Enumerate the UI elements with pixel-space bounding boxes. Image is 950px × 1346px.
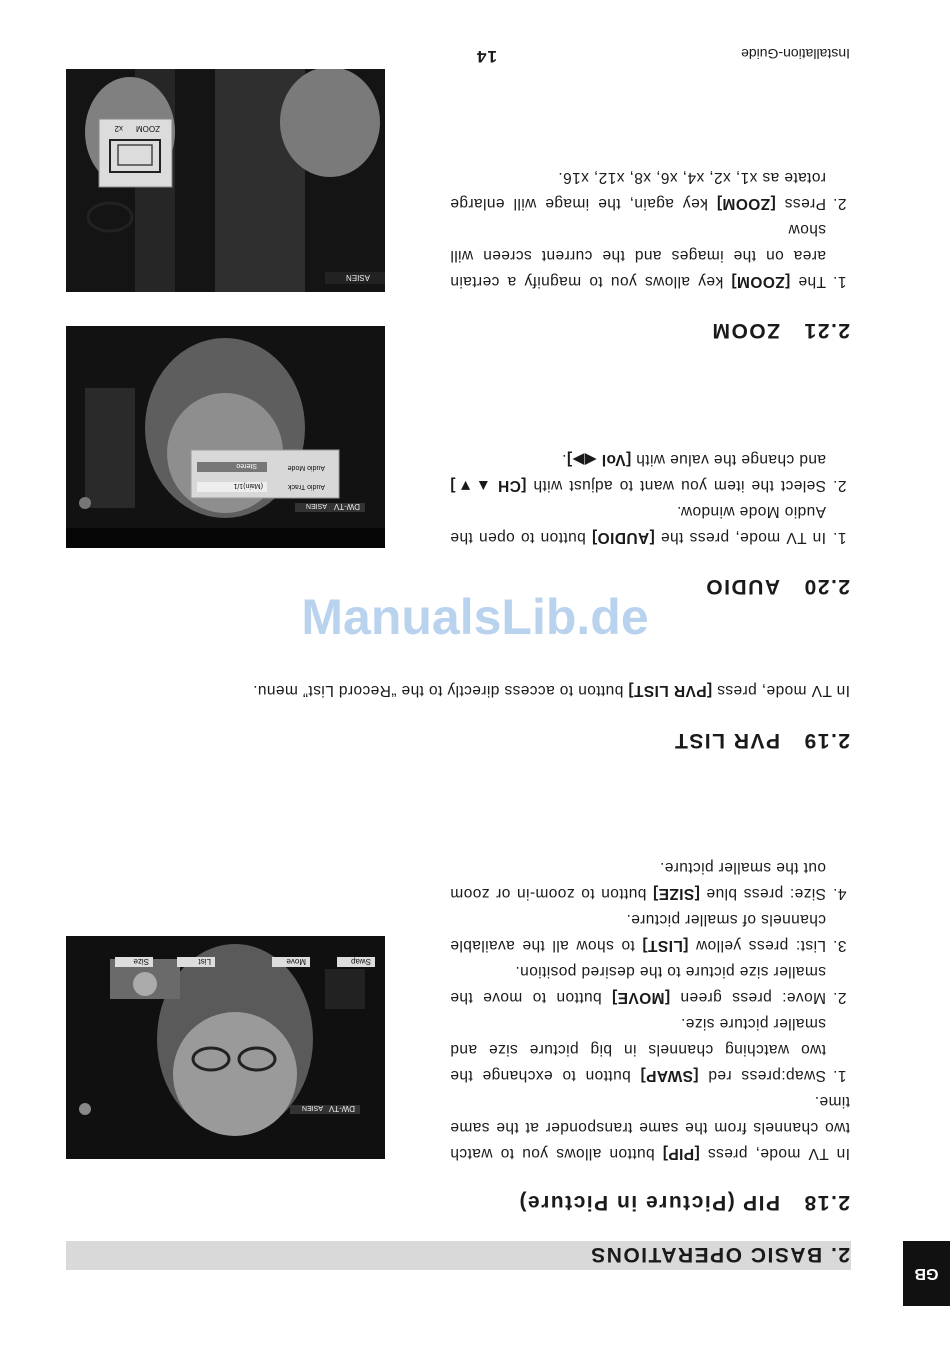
channel-logo-sub: ASIEN bbox=[301, 1104, 323, 1111]
pip-screenshot-art bbox=[66, 936, 385, 1159]
pip-body bbox=[450, 854, 850, 1166]
zoom-body bbox=[450, 164, 850, 294]
list-item: 2. Press [ZOOM] key again, the image will enlarge rotate as x1, x2, x4, x6, x8, x12, x16. bbox=[450, 164, 828, 216]
pip-screenshot bbox=[66, 936, 385, 1159]
list-item: 2. Move: press green [MOVE] button to move the smaller size picture to the desired position. bbox=[450, 958, 828, 1010]
zoom-factor: x2 bbox=[114, 124, 123, 133]
zoom-screenshot-art bbox=[66, 69, 385, 292]
list-item: 4. Size: press blue [SIZE] button to zoom-in or zoom out the smaller picture. bbox=[450, 854, 828, 906]
section-title: ZOOM bbox=[711, 319, 780, 342]
list-item: 1. Swap:press red [SWAP] button to exchange the two watching channels in big picture size and smaller picture size. bbox=[450, 1010, 828, 1088]
doc-title: Installation-Guide bbox=[741, 46, 850, 62]
pip-size-button: Size bbox=[133, 957, 149, 966]
audio-screenshot-art bbox=[66, 326, 385, 548]
pip-swap-button: Swap bbox=[350, 957, 371, 966]
section-number: 2.20 bbox=[803, 575, 850, 598]
list-item: 3. List: press yellow [LIST] to show all the available channels of smaller picture. bbox=[450, 906, 828, 958]
audio-mode-label: Audio Mode bbox=[287, 464, 325, 471]
channel-logo: DW-TV bbox=[333, 502, 360, 511]
section-number: 2.18 bbox=[803, 1191, 850, 1214]
chapter-title: 2. BASIC OPERATIONS bbox=[589, 1243, 850, 1266]
zoom-screenshot bbox=[66, 69, 385, 292]
audio-track-value: (Main)1/1 bbox=[233, 482, 263, 489]
pvr-text: In TV mode, press [PVR LIST] button to access directly to the “Record List” menu. bbox=[252, 682, 850, 699]
audio-track-label: Audio Track bbox=[288, 483, 325, 490]
section-heading-zoom bbox=[711, 318, 850, 342]
zoom-label: ZOOM bbox=[136, 124, 160, 133]
section-heading-pvr bbox=[673, 728, 850, 752]
list-item: 1. The [ZOOM] key allows you to magnify a certain area on the images and the current screen will show bbox=[450, 216, 828, 294]
list-item: 2. Select the item you want to adjust with [CH ▲▼] and change the value with [Vol ◀▶]. bbox=[450, 446, 828, 498]
language-tab: GB bbox=[903, 1241, 950, 1306]
pip-move-button: Move bbox=[286, 957, 306, 966]
section-number: 2.21 bbox=[803, 319, 850, 342]
pip-steps bbox=[450, 854, 850, 1088]
list-item: 1. In TV mode, press the [AUDIO] button to open the Audio Mode window. bbox=[450, 498, 828, 550]
watermark: ManualsLib.de bbox=[301, 589, 649, 645]
section-number: 2.19 bbox=[803, 729, 850, 752]
audio-mode-value: Stereo bbox=[236, 462, 257, 469]
audio-body bbox=[450, 446, 850, 550]
channel-logo-sub: ASIEN bbox=[305, 502, 327, 509]
section-title: PIP (Picture in Picture) bbox=[517, 1191, 780, 1214]
channel-logo: DW-TV bbox=[328, 1104, 355, 1113]
pip-intro: In TV mode, press [PIP] button allows you to watch two channels from the same transponder at the same time. bbox=[450, 1093, 850, 1162]
zoom-steps bbox=[450, 164, 850, 294]
section-title: AUDIO bbox=[704, 575, 780, 598]
pip-list-button: List bbox=[198, 957, 211, 966]
audio-screenshot bbox=[66, 326, 385, 548]
section-title: PVR LIST bbox=[673, 729, 780, 752]
channel-logo-sub: ASIEN bbox=[345, 273, 370, 282]
audio-steps bbox=[450, 446, 850, 550]
page-number: 14 bbox=[476, 47, 497, 66]
section-heading-pip bbox=[518, 1190, 850, 1214]
